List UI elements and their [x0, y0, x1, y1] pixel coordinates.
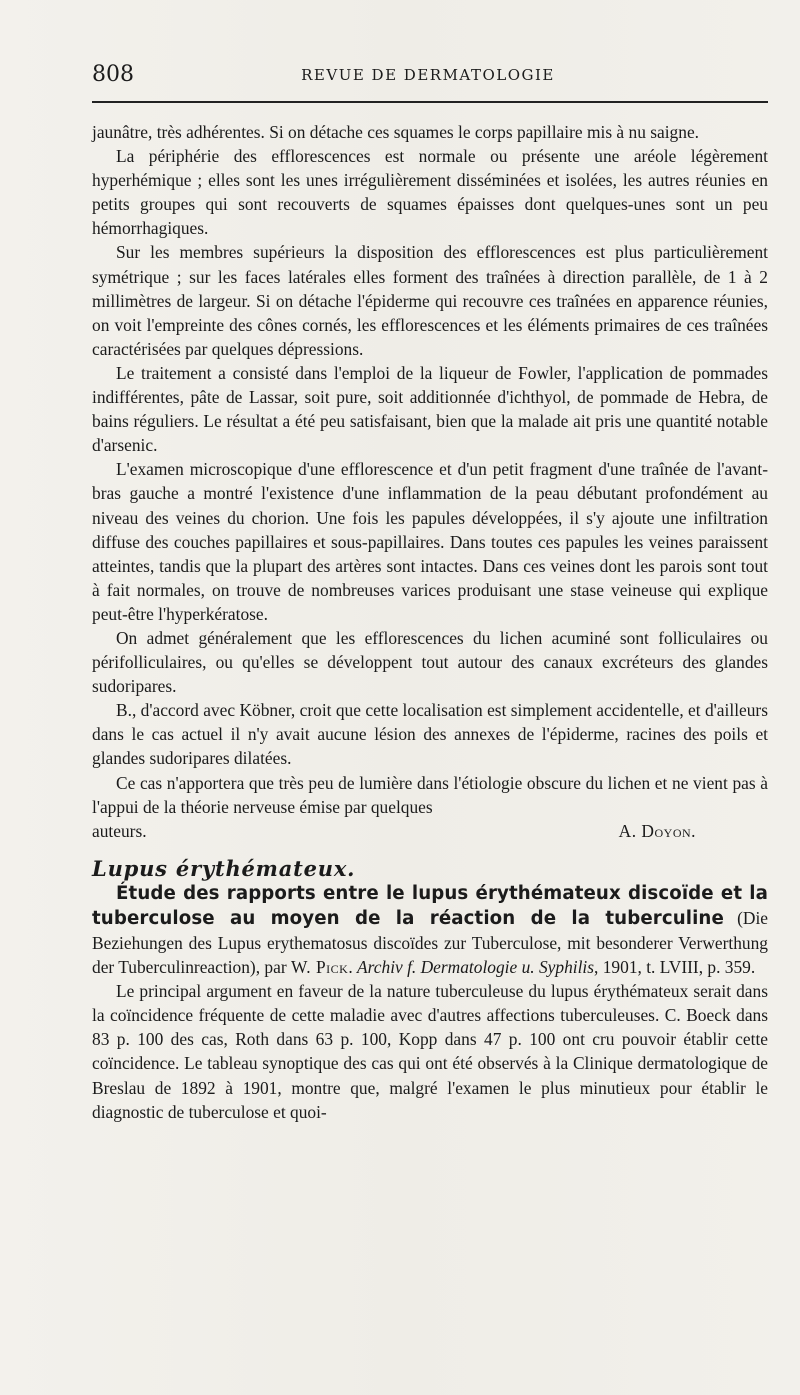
signature-line: [92, 819, 768, 843]
article-author: W. Pick: [290, 957, 349, 978]
author-signature: A. Doyon.: [618, 820, 696, 841]
article-citation: , 1901, t. LVIII, p. 359.: [594, 957, 756, 978]
article-title: [92, 881, 768, 979]
paragraph-6: On admet généralement que les efflorescences du lichen acuminé sont folliculaires ou périfolliculaires, ou qu'elles se développent tout autour des canaux excréteurs des glandes sudoripares.: [92, 627, 768, 697]
page-header: [92, 62, 764, 96]
article-journal: Archiv f. Dermatologie u. Syphilis: [357, 957, 595, 978]
article-sep: .: [348, 957, 358, 978]
paragraph-7: B., d'accord avec Köbner, croit que cette localisation est simplement accidentelle, et d'ailleurs dans le cas actuel il n'y avait aucune lésion des annexes de l'épiderme, racines des poils et glandes sudoripares dilatées.: [92, 700, 768, 769]
article-title-rest: (Die Beziehungen des Lupus erythematosus discoïdes zur Tuberculose, mit besonderer Verwerthung der Tuberculinreaction), par: [92, 907, 769, 978]
paragraph-3: Sur les membres supérieurs la disposition des efflorescences est plus particulièrement symétrique ; sur les faces latérales elles forment des traînées à direction parallèle, de 1 à 2 millimètres de largeur. Si on détache l'épiderme qui recouvre ces traînées en apparence réunies, on voit l'empreinte des cônes cornés, les efflorescences et les éléments primaires de ces traînées caractérisées par quelques dépressions.: [92, 242, 768, 359]
paragraph-2: La périphérie des efflorescences est normale ou présente une aréole légèrement hyperhémique ; elles sont les unes irrégulièrement disséminées et isolées, les autres réunies en petits groupes qui sont recouverts de squames épaisses dont quelques-unes sont un peu hémorrhagiques.: [92, 146, 768, 239]
article-paragraph-1: Le principal argument en faveur de la nature tuberculeuse du lupus érythémateux serait dans la coïncidence fréquente de cette maladie avec d'autres affections tuberculeuses. C. Boeck dans 83 p. 100 des cas, Roth dans 63 p. 100, Kopp dans 47 p. 100 ont cru pouvoir établir cette coïncidence. Le tableau synoptique des cas qui ont été observés à la Clinique dermatologique de Breslau de 1892 à 1901, montre que, malgré l'examen le plus minutieux pour établir le diagnostic de tuberculose et quoi-: [92, 981, 768, 1122]
article-title-bold: Étude des rapports entre le lupus érythémateux discoïde et la tuberculose au moyen de la réaction de la tuberculine: [92, 882, 768, 929]
header-rule: [92, 101, 768, 103]
section-heading: Lupus érythémateux.: [92, 855, 356, 881]
paragraph-5: L'examen microscopique d'une efflorescence et d'un petit fragment d'une traînée de l'avant-bras gauche a montré l'existence d'une inflammation de la peau débutant profondément au niveau des veines du chorion. Une fois les papules développées, il s'y ajoute une infiltration diffuse des couches papillaires et sous-papillaires. Dans toutes ces papules les veines paraissent atteintes, tandis que la plupart des artères sont intactes. Dans ces veines dont les parois sont tout à fait normales, on trouve de nombreuses varices produisant une stase veineuse qui explique peut-être l'hyperkératose.: [92, 459, 768, 624]
signature-left: auteurs.: [92, 820, 147, 841]
paragraph-4: Le traitement a consisté dans l'emploi de la liqueur de Fowler, l'application de pommades indifférentes, pâte de Lassar, soit pure, soit additionnée d'ichthyol, de pommade de Hebra, de bains réguliers. Le résultat a été peu satisfaisant, bien que la malade ait pris une quantité notable d'arsenic.: [92, 362, 768, 456]
running-title: REVUE DE DERMATOLOGIE: [301, 66, 555, 84]
body-text: [92, 120, 768, 1124]
paragraph-8: Ce cas n'apportera que très peu de lumière dans l'étiologie obscure du lichen et ne vient pas à l'appui de la théorie nerveuse émise par quelques: [92, 772, 768, 817]
page-number: 808: [92, 62, 134, 87]
paragraph-1: jaunâtre, très adhérentes. Si on détache ces squames le corps papillaire mis à nu saigne.: [92, 122, 700, 142]
